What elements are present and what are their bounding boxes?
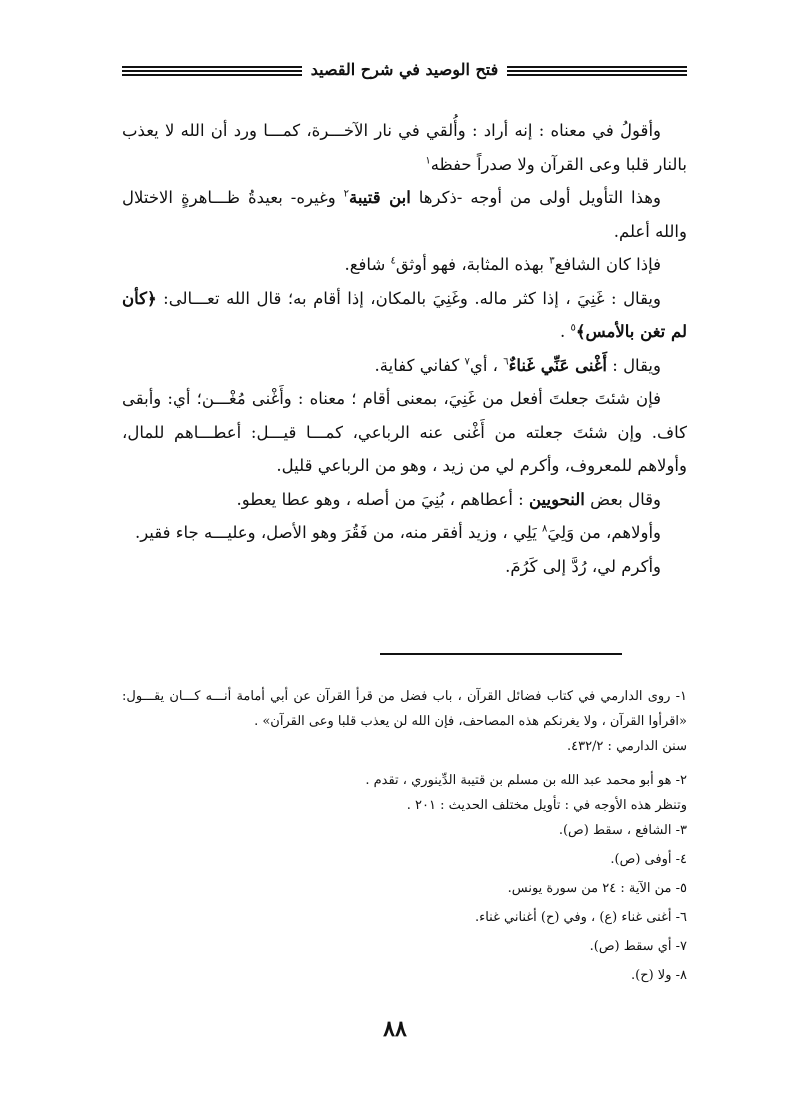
footnote-ref-7: ٧ — [464, 356, 470, 367]
footnote-8: ٨- ولا (ح). — [630, 968, 687, 983]
footnote-3: ٣- الشافع ، سقط (ص). — [558, 823, 687, 838]
paragraph-1 — [122, 114, 687, 181]
paragraph-4-end: . — [559, 322, 566, 341]
footnote-1-line-2: «اقرأوا القرآن ، ولا يغرنكم هذه المصاحف، فإن الله لن يعذب قلبا وعى القرآن» . — [254, 714, 687, 729]
paragraph-7-text-b: : أعطاهم ، بُنِيَ من أصله ، وهو عطا يعطو. — [236, 489, 524, 509]
phrase-bold: أَغْنى عَنِّي غَناءٌ — [508, 355, 608, 375]
running-header — [122, 58, 687, 92]
paragraph-7-text-a: وقال بعض — [590, 489, 661, 509]
footnote-separator — [380, 653, 622, 655]
paragraph-1-text: وأقولُ في معناه : إنه أراد : وأُلقي في نار الآخـــرة، كمـــا ورد أن الله لا يعذب بالنار قلبا وعى القرآن ولا صدراً حفظه — [122, 121, 687, 174]
paragraph-3-text-a: فإذا كان الشافع — [554, 255, 661, 274]
footnote-1-source: سنن الدارمي : ٤٣٢/٢. — [566, 739, 687, 754]
footnote-5: ٥- من الآية : ٢٤ من سورة يونس. — [507, 881, 687, 896]
paragraph-3-text-c: شافع. — [344, 255, 386, 274]
footnote-ref-4: ٤ — [390, 255, 396, 267]
paragraph-5-text-b: ، أي — [469, 355, 498, 375]
footnote-2-line-1: ٢- هو أبو محمد عبد الله بن مسلم بن قتيبة الدِّينوري ، تقدم . — [365, 773, 687, 788]
footnotes — [122, 684, 687, 988]
paragraph-6: فإن شئتَ جعلتَ أفعل من غَنِيَ، بمعنى أقام ؛ معناه : وأَغْنى مُغْـــن؛ أي: وأبقى كاف. وإن شئتَ جعلته من أَغْنى عنه الرباعي، كمـــا قيـــل: أعطـــاهم للمال، وأولاهم للمعروف، وأكرم لي من زيد ، وهو من الرباعي قليل. — [122, 389, 687, 475]
paragraph-9: وأكرم لي، رُدَّ إلى كَرُمَ. — [505, 556, 661, 576]
quran-quote: ﴿كأن لم تغن بالأمس﴾ — [122, 288, 687, 341]
paragraph-8-text-a: وأولاهم، من وَلِيَ — [547, 523, 661, 542]
paragraph-5-text-c: كفاني كفاية. — [374, 355, 460, 375]
paragraph-7 — [122, 483, 687, 517]
footnote-ref-1: ١ — [425, 155, 431, 166]
page-number: ٨٨ — [383, 1016, 407, 1042]
footnote-ref-8: ٨ — [542, 523, 548, 535]
grammarians-term: النحويين — [528, 489, 585, 509]
paragraph-3 — [122, 248, 687, 282]
paragraph-5-text-a: ويقال : — [612, 355, 661, 375]
paragraph-8 — [122, 516, 687, 550]
footnote-6: ٦- أغنى غناء (ع) ، وفي (ح) أغناني غناء. — [474, 910, 687, 925]
header-rule-left — [122, 66, 302, 79]
footnote-1-line-1: ١- روى الدارمي في كتاب فضائل القرآن ، باب فضل من قرأ القرآن عن أبي أمامة أنـــه كـــان يقـــول: — [122, 689, 687, 704]
paragraph-5 — [122, 349, 687, 383]
footnote-ref-3: ٣ — [549, 255, 555, 267]
paragraph-2-text-b: وغيره- بعيدةُ ظـــاهرةٍ الاختلال والله أعلم. — [122, 188, 687, 241]
author-name: ابن قتيبة — [348, 188, 411, 207]
footnote-7: ٧- أي سقط (ص). — [589, 939, 687, 954]
paragraph-4 — [122, 282, 687, 349]
header-rule-right — [507, 66, 687, 79]
header-title: فتح الوصيد في شرح القصيد — [310, 60, 499, 79]
footnote-ref-5: ٥ — [570, 322, 576, 334]
paragraph-2 — [122, 181, 687, 248]
footnote-2-line-2: وتنظر هذه الأوجه في : تأويل مختلف الحديث : ٢٠١ . — [406, 798, 687, 813]
footnote-ref-2: ٢ — [343, 188, 349, 200]
main-text — [122, 114, 687, 583]
paragraph-3-text-b: بهذه المثابة، فهو أوثق — [395, 255, 544, 274]
footnote-ref-6: ٦ — [503, 356, 509, 367]
paragraph-8-text-b: يَلِي ، وزيد أفقر منه، من فَقُرَ وهو الأصل، وعليـــه جاء فقير. — [134, 523, 537, 542]
paragraph-4-text: ويقال : غَنِيَ ، إذا كثر ماله. وغَنِيَ بالمكان، إذا أقام به؛ قال الله تعـــالى: — [163, 288, 661, 308]
footnote-4: ٤- أوفى (ص). — [610, 852, 687, 867]
paragraph-2-text-a: وهذا التأويل أولى من أوجه -ذكرها — [418, 188, 661, 207]
